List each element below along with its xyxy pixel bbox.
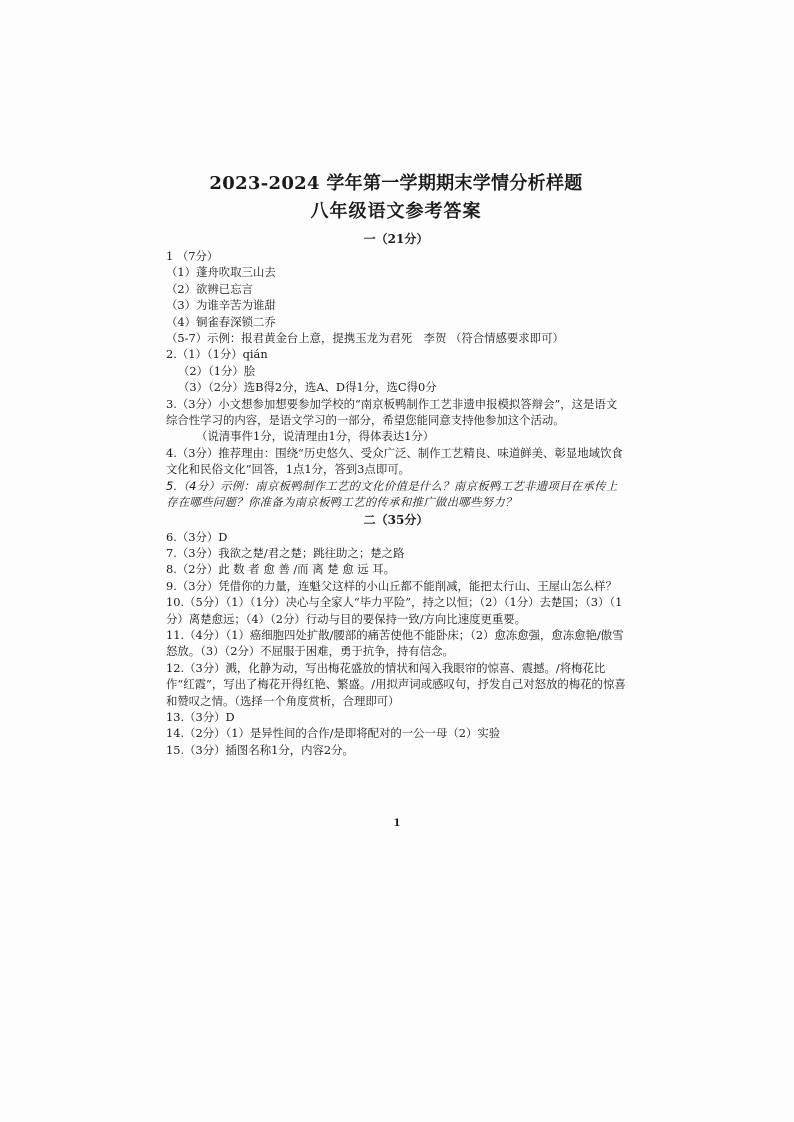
answer-line: 8.（2分）此 数 者 愈 善 /而 离 楚 愈 远 耳。 (166, 562, 396, 577)
answer-line: 7.（3分）我欲之楚/君之楚；跳往助之；楚之路 (166, 545, 405, 560)
answer-line: （3）（2分）选B得2分，选A、D得1分，选C得0分 (178, 380, 437, 395)
answer-line: 14.（2分）（1）是异性间的合作/是即将配对的一公一母（2）实验 (166, 726, 501, 741)
document-subtitle: 八年级语文参考答案 (310, 201, 482, 222)
answer-line: （1）蓬舟吹取三山去 (166, 265, 276, 280)
section-two-heading: 二（35分） (363, 512, 429, 527)
section-one-heading: 一（21分） (363, 232, 429, 246)
page-number: 1 (393, 818, 401, 829)
answer-line: 1 （7分） (166, 249, 219, 263)
answer-paragraph: 9.（3分）凭借你的力量，连魁父这样的小山丘都不能削减，能把太行山、王屋山怎么样？ (166, 578, 617, 593)
answer-paragraph-handwritten: 5.（4分）示例：南京板鸭制作工艺的文化价值是什么？南京板鸭工艺非遗项目在承传上存在哪些问题？你准备为南京板鸭工艺的传承和推广做出哪些努力？ (166, 478, 618, 510)
document-title: 2023-2024 学年第一学期期末学情分析样题 (209, 173, 583, 194)
answer-paragraph: 10.（5分）（1）（1分）决心与全家人“毕力平险”，持之以恒；（2）（1分）去楚国；（3）（1分）离楚愈远；（4）（2分）行动与目的要保持一致/方向比速度更重要。 (166, 595, 623, 626)
answer-line: 15.（3分）插图名称1分，内容2分。 (166, 742, 354, 757)
answer-line: 2.（1）（1分）qián (166, 347, 268, 362)
answer-line: 13.（3分）D (166, 709, 235, 724)
answer-paragraph: 3.（3分）小文想参加想要参加学校的“南京板鸭制作工艺非遗申报模拟答辩会”，这是语文综合性学习的内容，是语文学习的一部分，希望您能同意支持他参加这个活动。 (166, 396, 618, 428)
answer-line: （5-7）示例：报君黄金台上意，提携玉龙为君死 李贺 （符合情感要求即可） (166, 331, 564, 346)
answer-paragraph: 12.（3分）溅，化静为动，写出梅花盛放的情状和闯入我眼帘的惊喜、震撼。/将梅花比作“红霞”，写出了梅花开得红艳、繁盛。/用拟声词或感叹句，抒发自己对怒放的梅花的惊喜和赞叹之情。（选择一个角度赏析，合理即可） (166, 660, 626, 708)
answer-paragraph: 11.（4分）（1）癌细胞四处扩散/腰部的痛苦使他不能卧床；（2）愈冻愈强，愈冻愈艳/傲雪怒放。（3）（2分）不屈服于困难，勇于抗争，持有信念。 (166, 627, 624, 659)
answer-line: （2）（1分）脍 (178, 363, 256, 378)
answer-line: 6.（3分）D (166, 529, 228, 544)
answer-line: （4）铜雀春深锁二乔 (166, 314, 276, 329)
answer-line: （3）为谁辛苦为谁甜 (166, 298, 276, 313)
answer-line: （说清事件1分，说清理由1分，得体表达1分） (196, 429, 435, 444)
answer-key-content (166, 172, 626, 758)
answer-line: （2）欲辨已忘言 (166, 281, 253, 296)
answer-paragraph: 4.（3分）推荐理由：围绕“历史悠久、受众广泛、制作工艺精良、味道鲜美、彰显地域饮食文化和民俗文化”回答，1点1分，答到3点即可。 (166, 445, 623, 477)
